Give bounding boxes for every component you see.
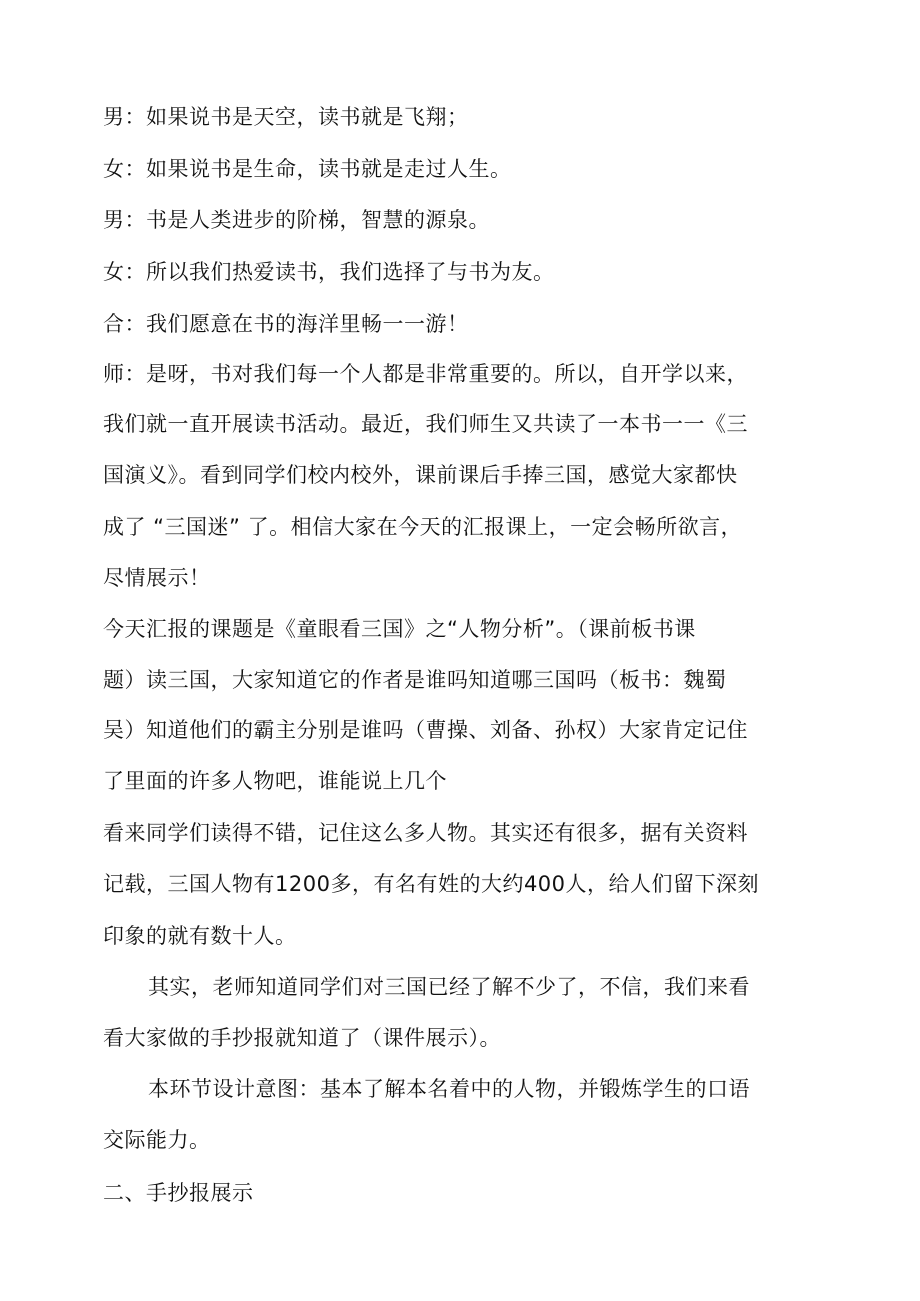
poster-paragraph-line: 其实，老师知道同学们对三国已经了解不少了，不信，我们来看 [148, 975, 750, 999]
topic-paragraph-line: 题）读三国，大家知道它的作者是谁吗知道哪三国吗（板书：魏蜀 [103, 668, 727, 692]
topic-paragraph-line: 了里面的许多人物吧，谁能说上几个 [103, 769, 447, 793]
dialogue-line-together: 合：我们愿意在书的海洋里畅一一游！ [103, 312, 469, 336]
summary-paragraph-line: 看来同学们读得不错，记住这么多人物。其实还有很多，据有关资料 [103, 821, 748, 845]
teacher-paragraph-line: 国演义》。看到同学们校内校外，课前课后手捧三国，感觉大家都快 [103, 463, 738, 487]
summary-paragraph-line: 印象的就有数十人。 [103, 924, 297, 948]
teacher-paragraph-line: 我们就一直开展读书活动。最近，我们师生又共读了一本书一一《三 [103, 412, 748, 436]
topic-paragraph-line: 今天汇报的课题是《童眼看三国》之“人物分析”。（课前板书课 [103, 617, 696, 641]
teacher-paragraph-line: 成了 “三国迷” 了。相信大家在今天的汇报课上，一定会畅所欲言， [103, 515, 743, 539]
dialogue-line-male-1: 男：如果说书是天空，读书就是飞翔； [103, 105, 469, 129]
poster-paragraph-line: 看大家做的手抄报就知道了（课件展示）。 [103, 1026, 501, 1050]
dialogue-line-female-1: 女：如果说书是生命，读书就是走过人生。 [103, 157, 512, 181]
dialogue-line-female-2: 女：所以我们热爱读书，我们选择了与书为友。 [103, 260, 555, 284]
teacher-paragraph-line: 尽情展示！ [103, 566, 211, 590]
dialogue-line-male-2: 男：书是人类进步的阶梯，智慧的源泉。 [103, 208, 490, 232]
summary-paragraph-line: 记载，三国人物有1200多，有名有姓的大约400人，给人们留下深刻 [103, 872, 760, 896]
design-intent-line: 交际能力。 [103, 1128, 211, 1152]
section-heading: 二、手抄报展示 [103, 1181, 254, 1205]
teacher-paragraph-line: 师：是呀，书对我们每一个人都是非常重要的。所以，自开学以来， [103, 362, 748, 386]
design-intent-line: 本环节设计意图：基本了解本名着中的人物，并锻炼学生的口语 [148, 1077, 750, 1101]
topic-paragraph-line: 吴）知道他们的霸主分别是谁吗（曹操、刘备、孙权）大家肯定记住 [103, 718, 748, 742]
